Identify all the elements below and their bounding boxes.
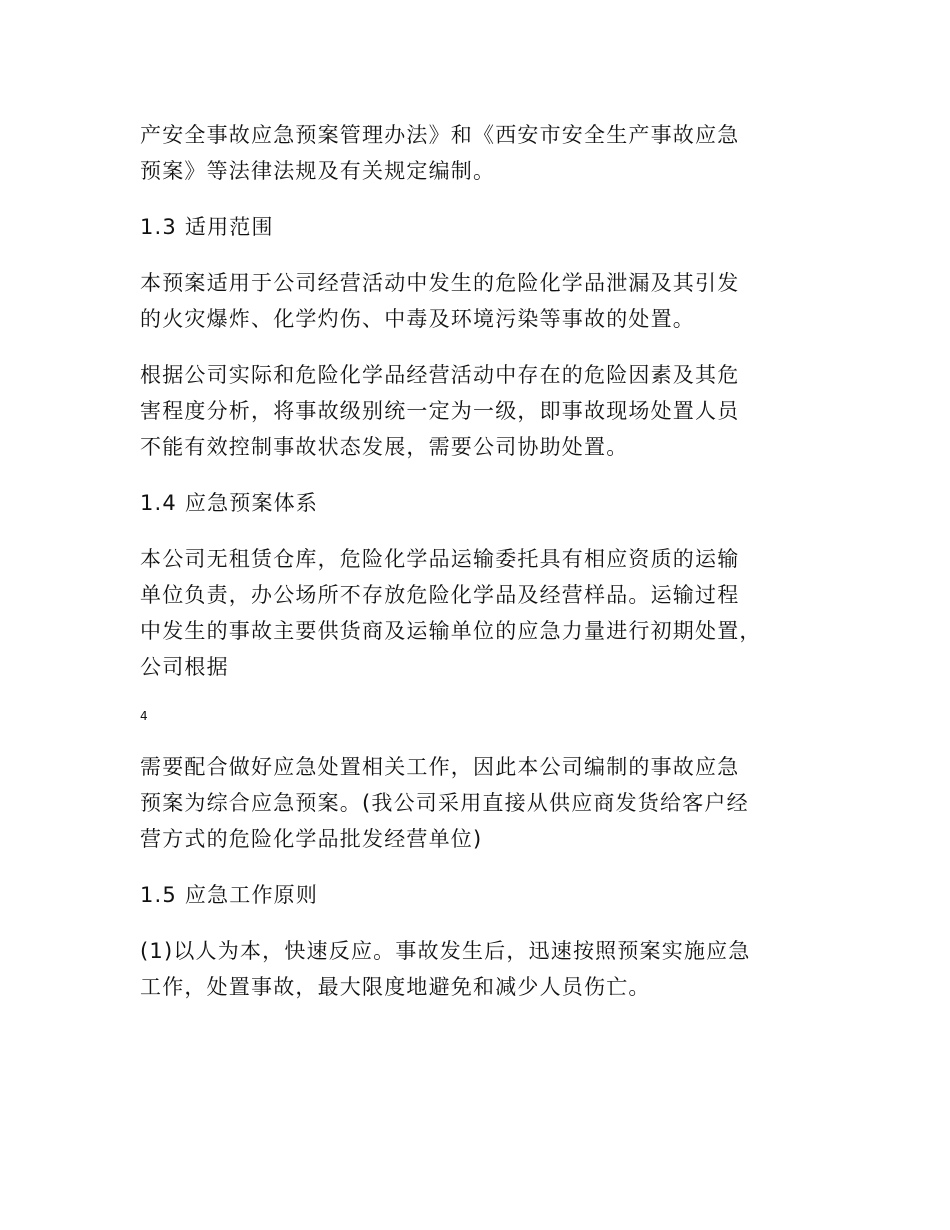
paragraph-line: 害程度分析，将事故级别统一定为一级，即事故现场处置人员 xyxy=(140,399,740,423)
paragraph-line: 本预案适用于公司经营活动中发生的危险化学品泄漏及其引发 xyxy=(140,271,740,295)
paragraph-line: 产安全事故应急预案管理办法》和《西安市安全生产事故应急 xyxy=(140,123,740,147)
paragraph-line: (1)以人为本，快速反应。事故发生后，迅速按照预案实施应急 xyxy=(140,939,751,963)
paragraph-line: 中发生的事故主要供货商及运输单位的应急力量进行初期处置， xyxy=(140,619,762,643)
paragraph-line: 不能有效控制事故状态发展，需要公司协助处置。 xyxy=(140,435,629,459)
paragraph-line: 的火灾爆炸、化学灼伤、中毒及环境污染等事故的处置。 xyxy=(140,307,695,331)
page-number: 4 xyxy=(140,709,148,723)
paragraph-line: 预案为综合应急预案。(我公司采用直接从供应商发货给客户经 xyxy=(140,791,749,815)
paragraph-line: 营方式的危险化学品批发经营单位) xyxy=(140,827,483,851)
paragraph-line: 单位负责，办公场所不存放危险化学品及经营样品。运输过程 xyxy=(140,583,740,607)
paragraph-line: 本公司无租赁仓库，危险化学品运输委托具有相应资质的运输 xyxy=(140,547,740,571)
paragraph-line: 公司根据 xyxy=(140,655,229,679)
section-heading-1-3: 1.3 适用范围 xyxy=(140,215,274,239)
section-heading-1-4: 1.4 应急预案体系 xyxy=(140,491,319,515)
paragraph-line: 需要配合做好应急处置相关工作，因此本公司编制的事故应急 xyxy=(140,755,740,779)
section-heading-1-5: 1.5 应急工作原则 xyxy=(140,883,319,907)
paragraph-line: 根据公司实际和危险化学品经营活动中存在的危险因素及其危 xyxy=(140,363,740,387)
paragraph-line: 工作，处置事故，最大限度地避免和减少人员伤亡。 xyxy=(140,975,651,999)
paragraph-line: 预案》等法律法规及有关规定编制。 xyxy=(140,159,496,183)
